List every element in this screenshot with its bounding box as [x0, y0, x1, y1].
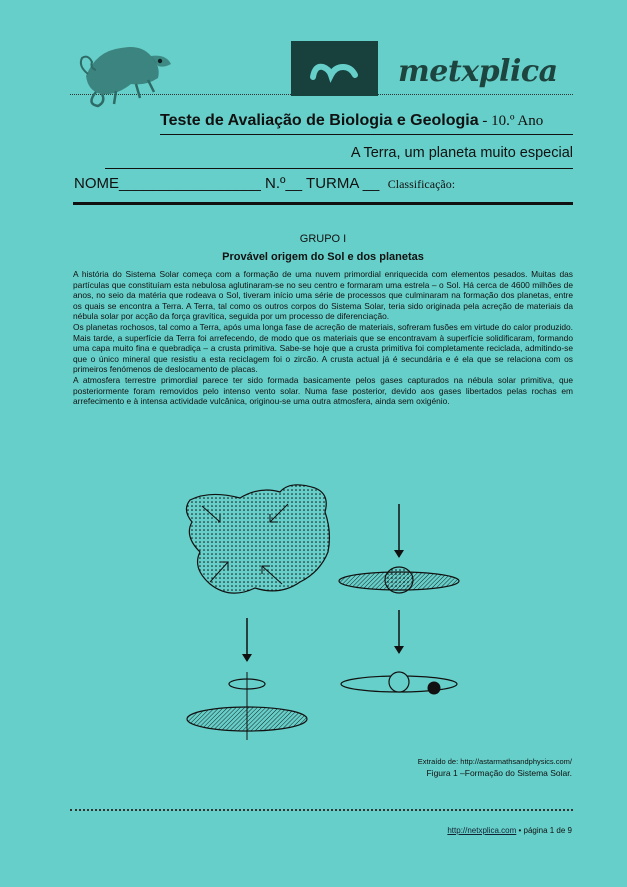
protostar-stage [187, 672, 307, 740]
footer-dotted-divider [70, 809, 573, 811]
page-footer [300, 826, 572, 835]
paragraph: Os planetas rochosos, tal como a Terra, após uma longa fase de acreção de materiais, sofreram fusões em virtude do calor produzido. Mais tarde, a superfície da Terra foi arrefecendo, de modo que os materiais que se encontravam à superfície solidificaram, formando uma capa muito fina e quebradiça – a crusta primitiva. Sabe-se hoje que a crusta primitiva foi completamente reciclada, admitindo-se que o único mineral que resistiu a esta reciclagem foi o zircão. A crusta actual já é secundária e é ela que se relaciona com os primeiros fenómenos de deslocamento de placas. [73, 321, 573, 375]
protoplanetary-disk-stage [339, 567, 459, 593]
logo-wordmark: metxplica [398, 54, 558, 89]
header-thick-divider [73, 202, 573, 205]
chameleon-logo-icon [76, 36, 176, 108]
title-underline [160, 134, 573, 135]
subtitle-underline [105, 168, 573, 169]
section-title: Provável origem do Sol e dos planetas [222, 251, 424, 263]
footer-link[interactable]: http://netxplica.com [447, 826, 517, 835]
nebula-cloud [186, 485, 329, 593]
collapse-arrow-1-icon [242, 618, 252, 662]
page-title [160, 112, 573, 130]
wave-logo-icon [291, 41, 378, 96]
title-year: - 10.º Ano [478, 113, 544, 129]
body-text [73, 269, 573, 407]
paragraph: A história do Sistema Solar começa com a formação de uma nuvem primordial enriquecida com elementos pesados. Muitas das partículas que constituíam esta nebulosa aglutinaram-se no seu centro e formaram uma estrela – o Sol. Há cerca de 4600 milhões de anos, no seio da matéria que rodeava o Sol, tiveram início uma série de processos que culminaram na formação dos planetas, entre os quais se encontra a Terra. A Terra, tal como os outros corpos do Sistema Solar, teria sido originada pela acreção de materiais da nébula solar por acção da força gravítica, seguida por um processo de diferenciação. [73, 269, 573, 322]
classification-label: Classificação: [387, 177, 456, 191]
student-fields [74, 175, 455, 192]
page-number: • página 1 de 9 [516, 826, 572, 835]
figure-credit: Extraído de: http://astarmathsandphysics.com/ [417, 757, 572, 766]
collapse-arrow-3-icon [394, 610, 404, 654]
collapse-arrow-2-icon [394, 504, 404, 558]
title-main: Teste de Avaliação de Biologia e Geologia [160, 112, 479, 129]
solar-system-formation-figure [170, 472, 580, 752]
figure-caption: Figura 1 –Formação do Sistema Solar. [426, 768, 572, 778]
name-number-class-fields: NOME_________________ N.º__ TURMA __ [74, 175, 380, 192]
group-heading: GRUPO I [299, 233, 347, 245]
page-subtitle: A Terra, um planeta muito especial [350, 145, 573, 161]
logo-box [291, 41, 378, 96]
planets-formed-stage [341, 672, 457, 695]
paragraph: A atmosfera terrestre primordial parece ter sido formada basicamente pelos gases capturados na nébula solar primitiva, que posteriormente foram removidos pelo intenso vento solar. Numa fase posterior, devido aos gases libertados pelas rochas em arrefecimento e à intensa actividade vulcânica, originou-se uma outra atmosfera, ainda sem oxigénio. [73, 374, 573, 407]
